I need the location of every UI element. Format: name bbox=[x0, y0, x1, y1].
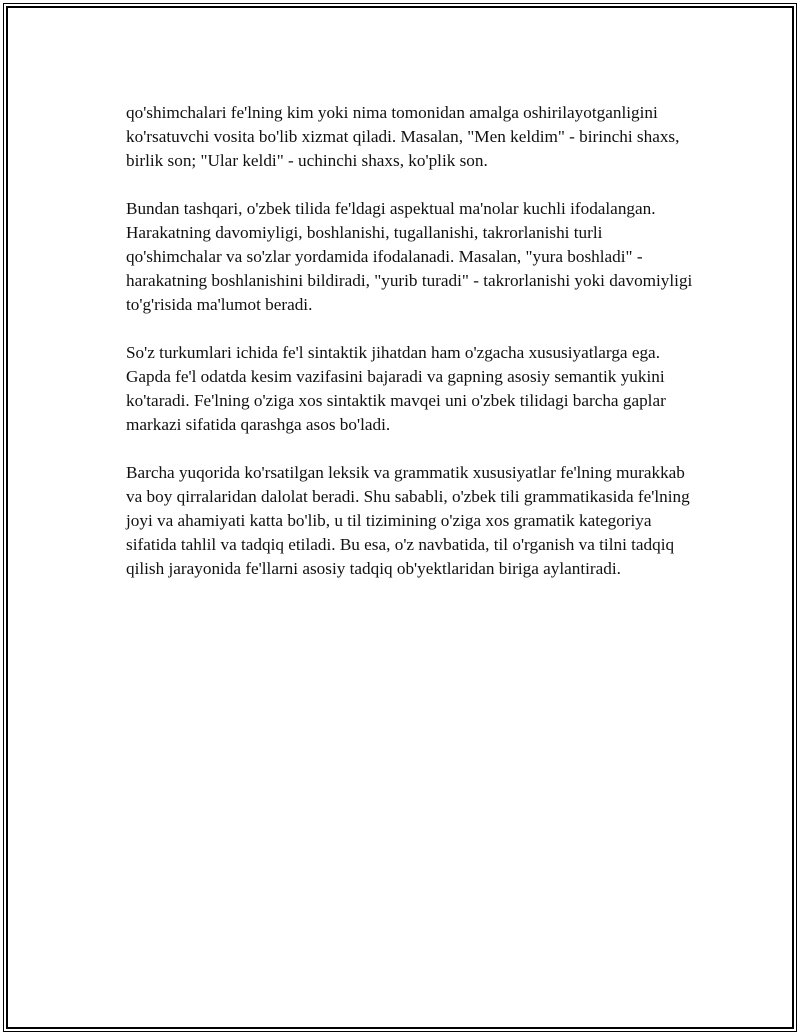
paragraph-2: Bundan tashqari, o'zbek tilida fe'ldagi aspektual ma'nolar kuchli ifodalangan. Harakatning davomiyligi, boshlanishi, tugallanishi, takrorlanishi turli qo'shimchalar va so'zlar yordamida ifodalanadi. Masalan, "yura boshladi" - harakatning boshlanishini bildiradi, "yurib turadi" - takrorlanishi yoki davomiyligi to'g'risida ma'lumot beradi. bbox=[126, 199, 693, 314]
paragraph-4: Barcha yuqorida ko'rsatilgan leksik va grammatik xususiyatlar fe'lning murakkab va boy qirralaridan dalolat beradi. Shu sababli, o'zbek tili grammatikasida fe'lning joyi va ahamiyati katta bo'lib, u til tizimining o'ziga xos gramatik kategoriya sifatida tahlil va tadqiq etiladi. Bu esa, o'z navbatida, til o'rganish va tilni tadqiq qilish jarayonida fe'llarni asosiy tadqiq ob'yektlaridan biriga aylantiradi. bbox=[126, 463, 690, 578]
paragraph-3: So'z turkumlari ichida fe'l sintaktik jihatdan ham o'zgacha xususiyatlarga ega. Gapda fe'l odatda kesim vazifasini bajaradi va gapning asosiy semantik yukini ko'taradi. Fe'lning o'ziga xos sintaktik mavqei uni o'zbek tilidagi barcha gaplar markazi sifatida qarashga asos bo'ladi. bbox=[126, 343, 666, 434]
paragraph-1: qo'shimchalari fe'lning kim yoki nima tomonidan amalga oshirilayotganligini ko'rsatuvchi vosita bo'lib xizmat qiladi. Masalan, "Men keldim" - birinchi shaxs, birlik son; "Ular keldi" - uchinchi shaxs, ko'plik son. bbox=[126, 103, 680, 170]
page-border bbox=[6, 6, 794, 1029]
document-body bbox=[126, 101, 698, 605]
